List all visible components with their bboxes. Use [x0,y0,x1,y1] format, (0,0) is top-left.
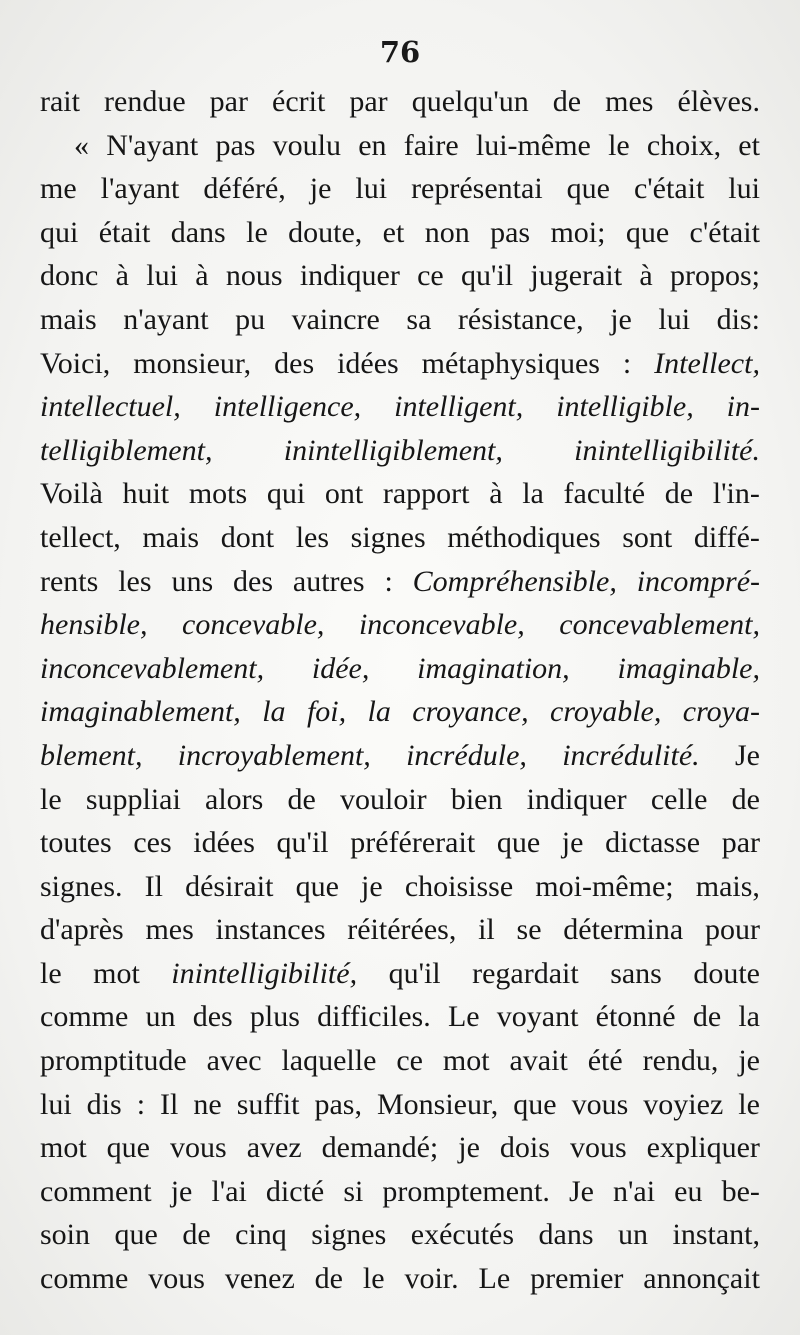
word: métaphysiques [421,346,600,380]
word: Voici, [40,346,111,380]
word: Il [160,1087,179,1121]
word: suffit [236,1087,300,1121]
word: voyant [496,1000,579,1034]
word: l'in- [712,477,760,511]
word: quelqu'un [411,85,529,118]
word: qu'il [461,259,514,293]
word: faculté [563,477,646,511]
word: indiquer [299,259,400,293]
word: dont [220,520,275,554]
word: expliquer [646,1131,760,1165]
word: le [608,128,630,162]
word: de [664,477,694,511]
word: en [358,128,387,162]
word: suppliai [85,782,181,816]
word: été [587,1044,623,1078]
word: de [692,1000,722,1034]
italic-word: croyance, [412,695,529,729]
word: et [382,215,405,249]
text-line [40,647,760,691]
word: dis [86,1087,122,1121]
word: exécutés [410,1218,515,1252]
word: mais, [695,869,760,903]
page-number: 76 [379,35,421,69]
word: n'ai [613,1174,656,1208]
italic-word: imagination, [417,651,570,685]
word: les [295,520,330,554]
word: donc [40,259,99,293]
word: le [738,1087,760,1121]
word: voyiez [643,1087,724,1121]
word: que [496,826,541,860]
word: mot [40,1131,87,1165]
word: ont [324,477,364,511]
word: que [566,172,610,206]
word: dicté [265,1174,325,1208]
word: avez [246,1131,302,1165]
text-line [40,952,760,996]
word: à [639,259,653,293]
word: Le [478,1262,511,1296]
word: méthodiques [447,520,601,554]
italic-word: intelligence, [213,390,362,424]
word: rapport [382,477,470,511]
word: le [362,1262,385,1296]
word: promptement. [382,1174,550,1208]
word: écrit [272,85,326,118]
word: de [287,782,316,816]
word: mais [142,520,200,554]
word: vaincre [291,302,380,336]
word: à [489,477,503,511]
word: sans [610,956,662,990]
word: un [618,1218,648,1252]
word: doute [693,956,760,990]
word: N'ayant [106,128,199,162]
word: et [738,128,760,162]
word: je [361,869,383,903]
word: plus [249,1000,300,1034]
word: détermina [563,913,684,947]
word: des [274,346,315,380]
italic-word: incrédulité. [562,738,700,772]
italic-word: incompré- [636,564,760,598]
word: celle [650,782,708,816]
word: moi; [550,215,606,249]
word: annonçait [643,1262,760,1296]
italic-word: concevablement, [559,608,760,642]
word: des [192,1000,233,1034]
italic-word: intelligent, [394,390,524,424]
word: de [182,1218,211,1252]
text-line [40,1126,760,1170]
italic-word: concevable, [182,608,325,642]
word: : [136,1087,146,1121]
text-line [40,1039,760,1083]
word: vous [569,1131,627,1165]
italic-word: Intellect, [654,346,760,380]
word: pour [704,913,760,947]
word: qui [266,477,306,511]
italic-word: inconcevablement, [40,651,265,685]
word: pas [215,128,256,162]
word: les [118,564,152,598]
word: voir. [404,1262,459,1296]
word: propos; [669,259,760,293]
word: de [314,1262,343,1296]
word: ce [396,1044,423,1078]
text-line [40,778,760,822]
word: eu [674,1174,703,1208]
word: je [561,826,584,860]
word: laquelle [281,1044,377,1078]
text-line [40,80,760,124]
text-line [40,167,760,211]
word: autres [292,564,365,598]
word: je [170,1174,193,1208]
word: sa [406,302,432,336]
word: lui [658,302,691,336]
word: de [731,782,760,816]
word: dans [170,215,226,249]
word: élèves. [677,85,760,118]
word: c'était [689,215,760,249]
word: non [424,215,470,249]
word: avait [509,1044,568,1078]
text-line [40,1170,760,1214]
word: réitérées, [347,913,457,947]
italic-word: la [262,695,286,729]
text-line [40,254,760,298]
word: de [552,85,582,118]
word: instant, [672,1218,760,1252]
word: regardait [472,956,579,990]
italic-word: inintelligibilité. [574,433,760,467]
word: à [115,259,129,293]
word: dans [538,1218,594,1252]
word: « [74,128,89,162]
text-line [40,1083,760,1127]
italic-word: incroyablement, [177,738,371,772]
word: par [209,85,248,118]
word: tellect, [40,520,121,554]
italic-word: blement, [40,738,143,772]
text-line [40,472,760,516]
word: soin [40,1218,91,1252]
word: dictasse [605,826,701,860]
italic-word: imaginable, [617,651,760,685]
word: des [233,564,274,598]
italic-word: inintelligiblement, [283,433,503,467]
word: je [458,1131,480,1165]
word: par [721,826,760,860]
word: ce [417,259,444,293]
text-line [40,298,760,342]
text-line [40,429,760,473]
word: si [343,1174,364,1208]
text-line [40,995,760,1039]
word: mes [145,913,194,947]
italic-word: imaginablement, [40,695,241,729]
word: que [106,1131,150,1165]
word: vous [148,1262,205,1296]
italic-word: la [367,695,391,729]
text-line [40,385,760,429]
word: qu'il [388,956,441,990]
word: signes [350,520,426,554]
word: Voilà [40,477,103,511]
text-line [40,342,760,386]
word: que [513,1087,557,1121]
word: d'après [40,913,124,947]
word: promptitude [40,1044,187,1078]
italic-word: intelligible, [556,390,694,424]
word: c'était [633,172,705,206]
word: il [478,913,495,947]
text-line [40,603,760,647]
text-line [40,211,760,255]
text-line [40,1213,760,1257]
word: indiquer [526,782,627,816]
word: difficiles. [317,1000,431,1034]
word: résistance, [457,302,584,336]
word: : [384,564,393,598]
word: pas, [314,1087,362,1121]
word: se [516,913,542,947]
word: ces [133,826,172,860]
italic-word: foi, [306,695,347,729]
word: dis: [716,302,760,336]
word: n'ayant [123,302,209,336]
word: nous [225,259,283,293]
body-text [40,80,760,1301]
word: était [98,215,151,249]
word: mais [40,302,97,336]
word: pu [235,302,266,336]
word: comme [40,1262,129,1296]
word: je [738,1044,760,1078]
word: rendu, [642,1044,719,1078]
word: bien [450,782,503,816]
word: huit [122,477,170,511]
word: l'ai [211,1174,247,1208]
word: la [522,477,544,511]
word: monsieur, [133,346,252,380]
word: comme [40,1000,129,1034]
word: je [309,172,332,206]
word: lui [146,259,178,293]
word: choisisse [404,869,514,903]
word: Monsieur, [376,1087,499,1121]
word: Il [144,869,163,903]
italic-word: intellectuel, [40,390,181,424]
word: le [40,956,62,990]
word: mots [188,477,248,511]
word: le [40,782,62,816]
italic-word: Compréhensible, [412,564,617,598]
word: représentai [411,172,543,206]
word: le [246,215,268,249]
word: comment [40,1174,152,1208]
word: toutes [40,826,112,860]
word: vouloir [340,782,427,816]
word: instances [215,913,326,947]
word: : [622,346,632,380]
word: vous [170,1131,227,1165]
word: me [40,172,77,206]
word: avec [206,1044,262,1078]
word: voulu [272,128,341,162]
word: faire [403,128,459,162]
word: lui-même [475,128,591,162]
text-line [40,516,760,560]
word: cinq [235,1218,287,1252]
text-line [40,1257,760,1301]
word: ne [193,1087,222,1121]
italic-word: incrédule, [406,738,527,772]
word: un [145,1000,176,1034]
word: venez [224,1262,295,1296]
word: l'ayant [100,172,180,206]
word: demandé; [321,1131,439,1165]
italic-word: in- [726,390,760,424]
word: mes [605,85,654,118]
word: qu'il [276,826,329,860]
word: lui [355,172,388,206]
text-line [40,734,760,778]
word: premier [530,1262,624,1296]
word: qui [40,215,79,249]
word: préférerait [350,826,476,860]
word: idées [337,346,399,380]
italic-word: croya- [682,695,760,729]
text-line [40,560,760,604]
word: signes [311,1218,387,1252]
word: choix, [646,128,722,162]
word: uns [171,564,214,598]
word: désirait [185,869,274,903]
word: pas [490,215,531,249]
word: je [610,302,632,336]
word: idées [193,826,255,860]
word: be- [721,1174,760,1208]
word: par [349,85,388,118]
italic-word: inintelligibilité, [171,956,358,990]
word: doute, [288,215,363,249]
word: signes. [40,869,123,903]
italic-word: inconcevable, [358,608,525,642]
word: Je [568,1174,594,1208]
italic-word: idée, [311,651,370,685]
italic-word: telligiblement, [40,433,213,467]
italic-word: croyable, [550,695,662,729]
word: mot [442,1044,490,1078]
word: rents [40,564,99,598]
word: que [295,869,339,903]
word: étonné [595,1000,676,1034]
word: à [195,259,209,293]
word: rait [40,85,80,118]
word: vous [571,1087,629,1121]
word: lui [40,1087,72,1121]
text-line [40,865,760,909]
text-line [40,690,760,734]
word: la [738,1000,760,1034]
text-line [40,124,760,168]
word: lui [728,172,760,206]
word: que [625,215,670,249]
text-line [40,908,760,952]
word: rendue [104,85,186,118]
word: sont [622,520,673,554]
word: dois [499,1131,550,1165]
italic-word: hensible, [40,608,148,642]
word: jugerait [530,259,623,293]
word: moi-même; [535,869,674,903]
word: que [114,1218,158,1252]
word: Le [447,1000,480,1034]
word: diffé- [693,520,760,554]
text-line [40,821,760,865]
word: mot [93,956,140,990]
word: alors [205,782,264,816]
word: déféré, [203,172,286,206]
word: Je [734,738,760,772]
